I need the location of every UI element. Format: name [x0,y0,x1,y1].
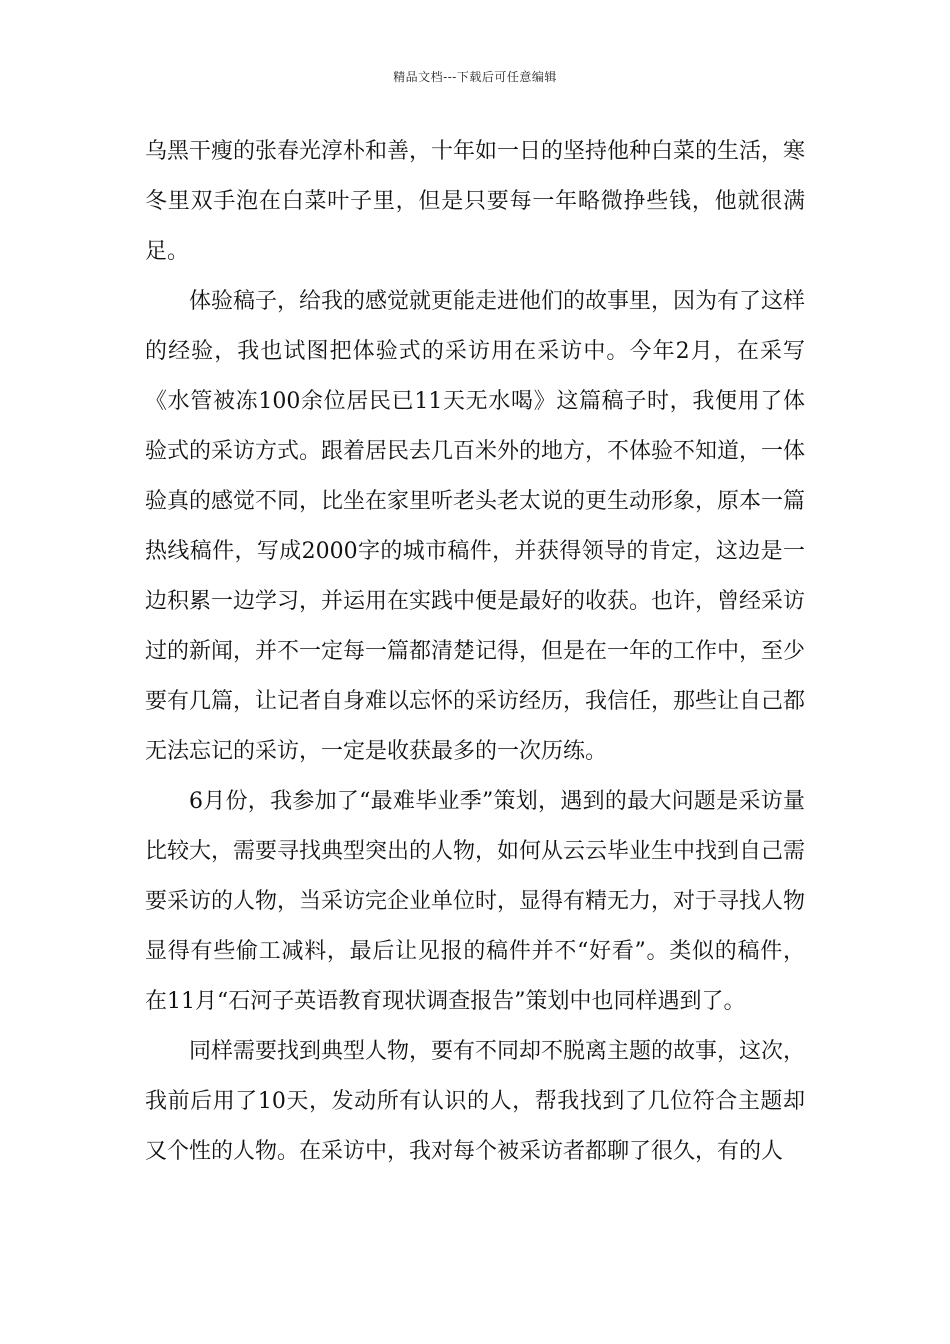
document-body [145,127,805,1177]
page-header: 精品文档---下载后可任意编辑 [393,70,557,84]
paragraph-experience-reporting: 体验稿子，给我的感觉就更能走进他们的故事里，因为有了这样的经验，我也试图把体验式的采访用在采访中。今年2月，在采写《水管被冻100余位居民已11天无水喝》这篇稿子时，我便用了体验式的采访方式。跟着居民去几百米外的地方，不体验不知道，一体验真的感觉不同，比坐在家里听老头老太说的更生动形象，原本一篇热线稿件，写成2000字的城市稿件，并获得领导的肯定，这边是一边积累一边学习，并运用在实践中便是最好的收获。也许，曾经采访过的新闻，并不一定每一篇都清楚记得，但是在一年的工作中，至少要有几篇，让记者自身难以忘怀的采访经历，我信任，那些让自己都无法忘记的采访，一定是收获最多的一次历练。 [145,289,806,764]
paragraph-graduation-season: 6月份，我参加了“最难毕业季”策划，遇到的最大问题是采访量比较大，需要寻找典型突出的人物，如何从云云毕业生中找到自己需要采访的人物，当采访完企业单位时，显得有精无力，对于寻找人物显得有些偷工减料，最后让见报的稿件并不“好看”。类似的稿件，在11月“石河子英语教育现状调查报告”策划中也同样遇到了。 [145,789,806,1014]
paragraph-typical-figures: 同样需要找到典型人物，要有不同却不脱离主题的故事，这次，我前后用了10天，发动所有认识的人，帮我找到了几位符合主题却又个性的人物。在采访中，我对每个被采访者都聊了很久，有的人 [145,1039,806,1164]
paragraph-continuation: 乌黑干瘦的张春光淳朴和善，十年如一日的坚持他种白菜的生活，寒冬里双手泡在白菜叶子里，但是只要每一年略微挣些钱，他就很满足。 [145,139,806,264]
